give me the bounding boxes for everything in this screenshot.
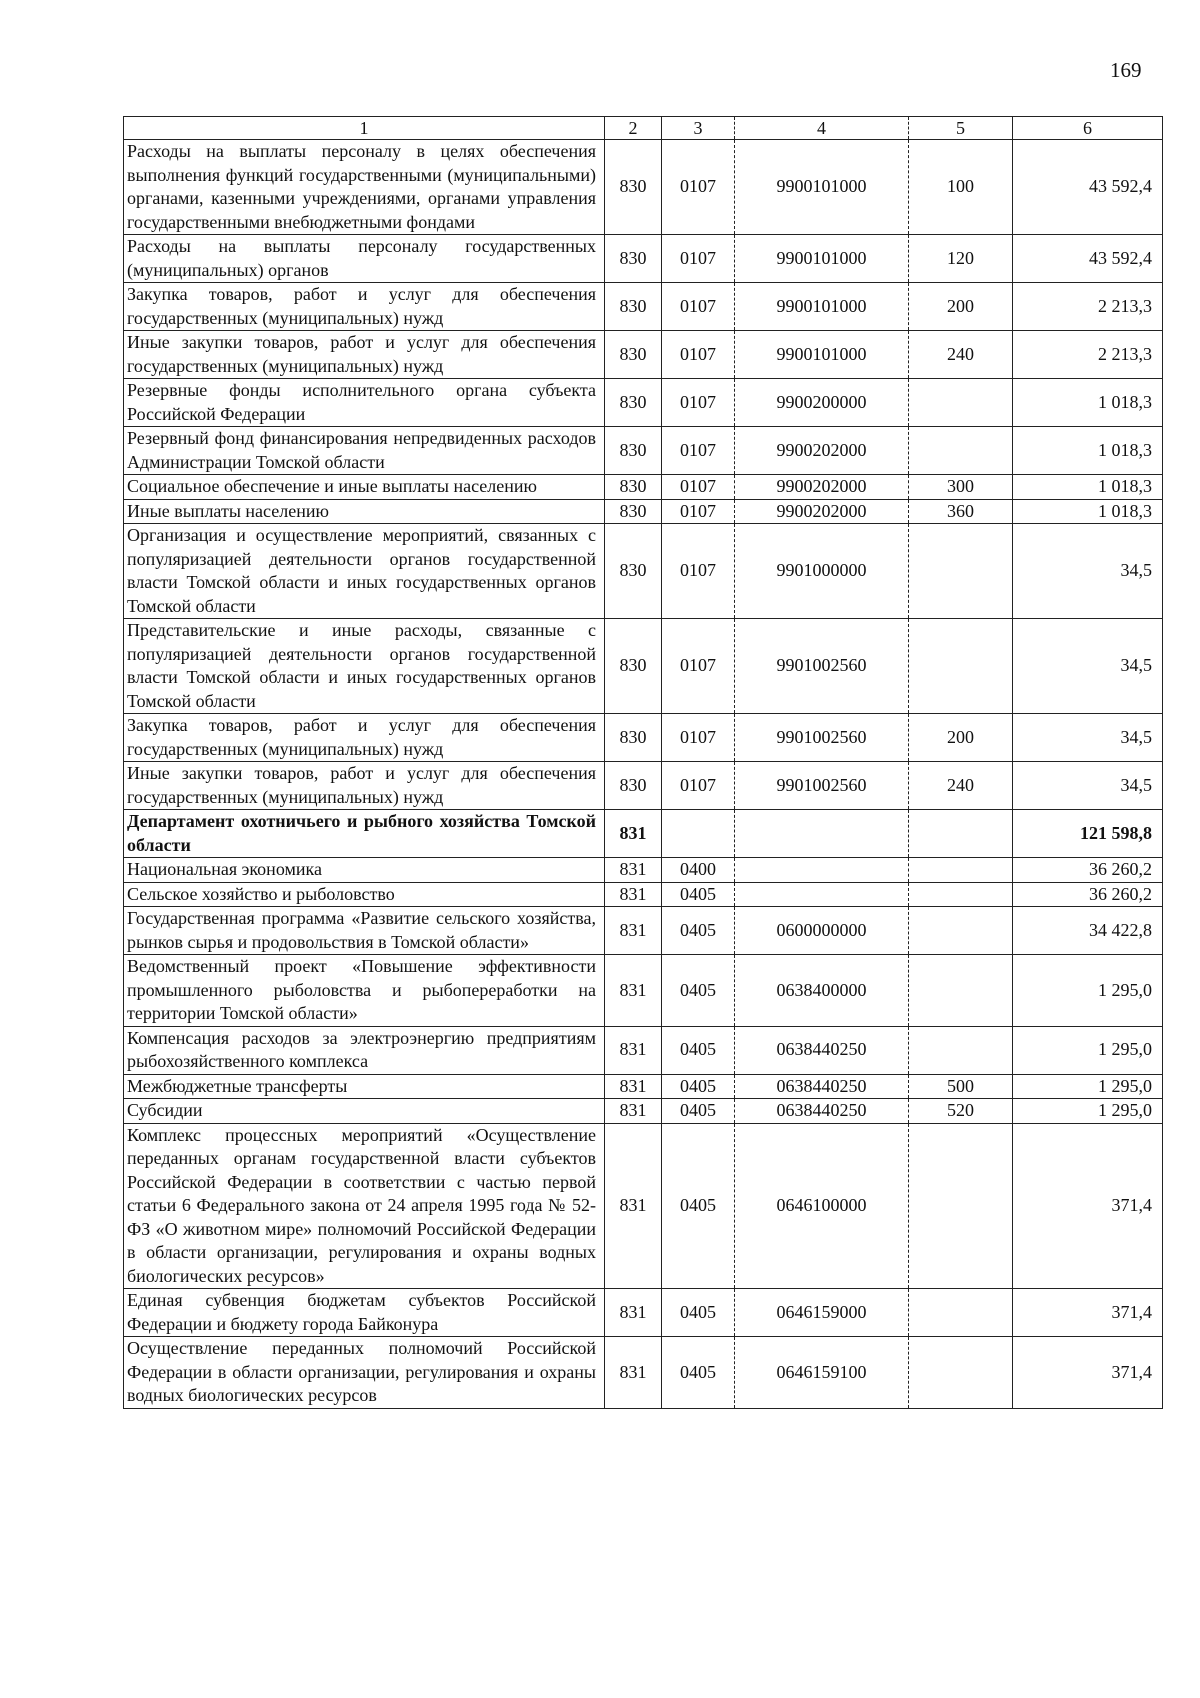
cell-vr: 500: [909, 1074, 1013, 1099]
cell-vr: 240: [909, 762, 1013, 810]
cell-name: Субсидии: [124, 1099, 605, 1124]
cell-rz-pr: 0405: [662, 882, 735, 907]
cell-rz-pr: 0405: [662, 1026, 735, 1074]
cell-sum: 36 260,2: [1013, 882, 1163, 907]
cell-ved: 830: [605, 714, 662, 762]
cell-sum: 1 295,0: [1013, 955, 1163, 1027]
cell-vr: [909, 955, 1013, 1027]
cell-name: Иные выплаты населению: [124, 499, 605, 524]
cell-ved: 830: [605, 524, 662, 619]
cell-ved: 831: [605, 1099, 662, 1124]
cell-name: Расходы на выплаты персоналу государственных (муниципальных) органов: [124, 235, 605, 283]
column-header: 5: [909, 117, 1013, 140]
cell-sum: 36 260,2: [1013, 858, 1163, 883]
cell-vr: [909, 858, 1013, 883]
cell-sum: 1 018,3: [1013, 499, 1163, 524]
table-row: [124, 1337, 1163, 1409]
cell-ved: 830: [605, 499, 662, 524]
cell-name: Государственная программа «Развитие сельского хозяйства, рынков сырья и продовольствия в Томской области»: [124, 907, 605, 955]
cell-csr: [735, 858, 909, 883]
cell-csr: 9900202000: [735, 427, 909, 475]
cell-csr: 9901002560: [735, 714, 909, 762]
cell-sum: 371,4: [1013, 1123, 1163, 1289]
cell-sum: 1 295,0: [1013, 1026, 1163, 1074]
cell-sum: 34,5: [1013, 619, 1163, 714]
table-row: [124, 235, 1163, 283]
cell-rz-pr: 0107: [662, 619, 735, 714]
cell-vr: 200: [909, 714, 1013, 762]
cell-vr: [909, 1123, 1013, 1289]
cell-name: Резервные фонды исполнительного органа субъекта Российской Федерации: [124, 379, 605, 427]
cell-sum: 34,5: [1013, 762, 1163, 810]
table-header-row: [124, 117, 1163, 140]
cell-ved: 831: [605, 1289, 662, 1337]
cell-sum: 1 295,0: [1013, 1074, 1163, 1099]
cell-sum: 1 295,0: [1013, 1099, 1163, 1124]
cell-ved: 830: [605, 331, 662, 379]
table-row: [124, 427, 1163, 475]
cell-csr: 9900101000: [735, 235, 909, 283]
cell-rz-pr: 0107: [662, 762, 735, 810]
cell-rz-pr: 0107: [662, 331, 735, 379]
cell-rz-pr: 0107: [662, 140, 735, 235]
cell-ved: 831: [605, 1026, 662, 1074]
cell-vr: 300: [909, 475, 1013, 500]
cell-csr: 0646159100: [735, 1337, 909, 1409]
cell-csr: 0638440250: [735, 1099, 909, 1124]
cell-rz-pr: 0107: [662, 379, 735, 427]
cell-vr: [909, 1337, 1013, 1409]
table-row: [124, 475, 1163, 500]
table-row: [124, 619, 1163, 714]
cell-ved: 830: [605, 427, 662, 475]
cell-sum: 2 213,3: [1013, 331, 1163, 379]
cell-csr: 9900200000: [735, 379, 909, 427]
table-row: [124, 140, 1163, 235]
cell-ved: 831: [605, 858, 662, 883]
cell-vr: [909, 1026, 1013, 1074]
table-row: [124, 882, 1163, 907]
cell-sum: 1 018,3: [1013, 427, 1163, 475]
cell-vr: 240: [909, 331, 1013, 379]
cell-ved: 830: [605, 140, 662, 235]
cell-csr: 0638440250: [735, 1026, 909, 1074]
cell-csr: 0646100000: [735, 1123, 909, 1289]
table-row: [124, 379, 1163, 427]
cell-csr: [735, 882, 909, 907]
table-row: [124, 810, 1163, 858]
cell-rz-pr: 0405: [662, 907, 735, 955]
cell-vr: [909, 524, 1013, 619]
cell-rz-pr: 0107: [662, 283, 735, 331]
cell-sum: 43 592,4: [1013, 235, 1163, 283]
cell-name: Национальная экономика: [124, 858, 605, 883]
cell-vr: [909, 1289, 1013, 1337]
column-header: 4: [735, 117, 909, 140]
cell-csr: [735, 810, 909, 858]
cell-csr: 0600000000: [735, 907, 909, 955]
cell-ved: 831: [605, 955, 662, 1027]
cell-name: Департамент охотничьего и рыбного хозяйства Томской области: [124, 810, 605, 858]
table-row: [124, 283, 1163, 331]
cell-rz-pr: 0405: [662, 1123, 735, 1289]
cell-rz-pr: 0107: [662, 475, 735, 500]
cell-csr: 9900202000: [735, 499, 909, 524]
cell-vr: [909, 427, 1013, 475]
cell-ved: 831: [605, 882, 662, 907]
cell-csr: 9900101000: [735, 140, 909, 235]
table-row: [124, 858, 1163, 883]
cell-sum: 371,4: [1013, 1337, 1163, 1409]
cell-vr: 520: [909, 1099, 1013, 1124]
cell-vr: 120: [909, 235, 1013, 283]
cell-csr: 0638440250: [735, 1074, 909, 1099]
cell-sum: 1 018,3: [1013, 379, 1163, 427]
cell-name: Комплекс процессных мероприятий «Осуществление переданных органам государственной власти субъектов Российской Федерации в соответствии с частью первой статьи 6 Федерального закона от 24 апреля 1995 года № 52-ФЗ «О животном мире» полномочий Российской Федерации в области организации, регулирования и охраны водных биологических ресурсов»: [124, 1123, 605, 1289]
table-row: [124, 714, 1163, 762]
table-row: [124, 907, 1163, 955]
cell-name: Компенсация расходов за электроэнергию предприятиям рыбохозяйственного комплекса: [124, 1026, 605, 1074]
cell-rz-pr: 0405: [662, 1099, 735, 1124]
cell-name: Иные закупки товаров, работ и услуг для обеспечения государственных (муниципальных) нужд: [124, 762, 605, 810]
cell-csr: 9900101000: [735, 331, 909, 379]
cell-name: Организация и осуществление мероприятий, связанных с популяризацией деятельности органов государственной власти Томской области и иных государственных органов Томской области: [124, 524, 605, 619]
cell-name: Межбюджетные трансферты: [124, 1074, 605, 1099]
cell-sum: 34 422,8: [1013, 907, 1163, 955]
table-row: [124, 955, 1163, 1027]
cell-rz-pr: 0400: [662, 858, 735, 883]
budget-table: [123, 116, 1163, 1409]
column-header: 3: [662, 117, 735, 140]
cell-name: Осуществление переданных полномочий Российской Федерации в области организации, регулирования и охраны водных биологических ресурсов: [124, 1337, 605, 1409]
cell-sum: 2 213,3: [1013, 283, 1163, 331]
cell-name: Социальное обеспечение и иные выплаты населению: [124, 475, 605, 500]
column-header: 6: [1013, 117, 1163, 140]
cell-csr: 0646159000: [735, 1289, 909, 1337]
cell-csr: 9901002560: [735, 619, 909, 714]
cell-ved: 830: [605, 379, 662, 427]
cell-vr: 360: [909, 499, 1013, 524]
cell-rz-pr: 0107: [662, 427, 735, 475]
cell-ved: 831: [605, 810, 662, 858]
table-row: [124, 1074, 1163, 1099]
cell-sum: 1 018,3: [1013, 475, 1163, 500]
cell-ved: 830: [605, 475, 662, 500]
cell-rz-pr: 0405: [662, 1074, 735, 1099]
cell-name: Сельское хозяйство и рыболовство: [124, 882, 605, 907]
cell-ved: 831: [605, 1337, 662, 1409]
cell-rz-pr: 0107: [662, 499, 735, 524]
cell-csr: 9901002560: [735, 762, 909, 810]
table-row: [124, 1099, 1163, 1124]
cell-rz-pr: 0107: [662, 235, 735, 283]
cell-vr: 100: [909, 140, 1013, 235]
table-row: [124, 1026, 1163, 1074]
cell-csr: 9900202000: [735, 475, 909, 500]
cell-vr: [909, 619, 1013, 714]
page-number: 169: [1110, 58, 1142, 82]
cell-name: Расходы на выплаты персоналу в целях обеспечения выполнения функций государственными (муниципальными) органами, казенными учреждениями, органами управления государственными внебюджетными фондами: [124, 140, 605, 235]
cell-ved: 831: [605, 1123, 662, 1289]
cell-vr: [909, 907, 1013, 955]
cell-sum: 43 592,4: [1013, 140, 1163, 235]
cell-ved: 831: [605, 907, 662, 955]
cell-ved: 830: [605, 762, 662, 810]
cell-name: Единая субвенция бюджетам субъектов Российской Федерации и бюджету города Байконура: [124, 1289, 605, 1337]
table-row: [124, 524, 1163, 619]
cell-sum: 121 598,8: [1013, 810, 1163, 858]
cell-name: Закупка товаров, работ и услуг для обеспечения государственных (муниципальных) нужд: [124, 283, 605, 331]
cell-name: Закупка товаров, работ и услуг для обеспечения государственных (муниципальных) нужд: [124, 714, 605, 762]
cell-ved: 830: [605, 283, 662, 331]
table-row: [124, 331, 1163, 379]
cell-csr: 9900101000: [735, 283, 909, 331]
cell-name: Представительские и иные расходы, связанные с популяризацией деятельности органов государственной власти Томской области и иных государственных органов Томской области: [124, 619, 605, 714]
cell-vr: [909, 379, 1013, 427]
cell-ved: 831: [605, 1074, 662, 1099]
cell-csr: 0638400000: [735, 955, 909, 1027]
column-header: 1: [124, 117, 605, 140]
cell-rz-pr: 0107: [662, 524, 735, 619]
cell-vr: [909, 882, 1013, 907]
cell-sum: 371,4: [1013, 1289, 1163, 1337]
column-header: 2: [605, 117, 662, 140]
cell-vr: 200: [909, 283, 1013, 331]
cell-csr: 9901000000: [735, 524, 909, 619]
table-row: [124, 499, 1163, 524]
cell-ved: 830: [605, 619, 662, 714]
cell-ved: 830: [605, 235, 662, 283]
cell-rz-pr: 0107: [662, 714, 735, 762]
table-row: [124, 1289, 1163, 1337]
cell-name: Ведомственный проект «Повышение эффективности промышленного рыболовства и рыбопереработки на территории Томской области»: [124, 955, 605, 1027]
cell-vr: [909, 810, 1013, 858]
cell-rz-pr: 0405: [662, 1337, 735, 1409]
cell-name: Иные закупки товаров, работ и услуг для обеспечения государственных (муниципальных) нужд: [124, 331, 605, 379]
cell-name: Резервный фонд финансирования непредвиденных расходов Администрации Томской области: [124, 427, 605, 475]
cell-rz-pr: 0405: [662, 955, 735, 1027]
cell-rz-pr: [662, 810, 735, 858]
table-row: [124, 1123, 1163, 1289]
table-row: [124, 762, 1163, 810]
cell-rz-pr: 0405: [662, 1289, 735, 1337]
cell-sum: 34,5: [1013, 524, 1163, 619]
cell-sum: 34,5: [1013, 714, 1163, 762]
